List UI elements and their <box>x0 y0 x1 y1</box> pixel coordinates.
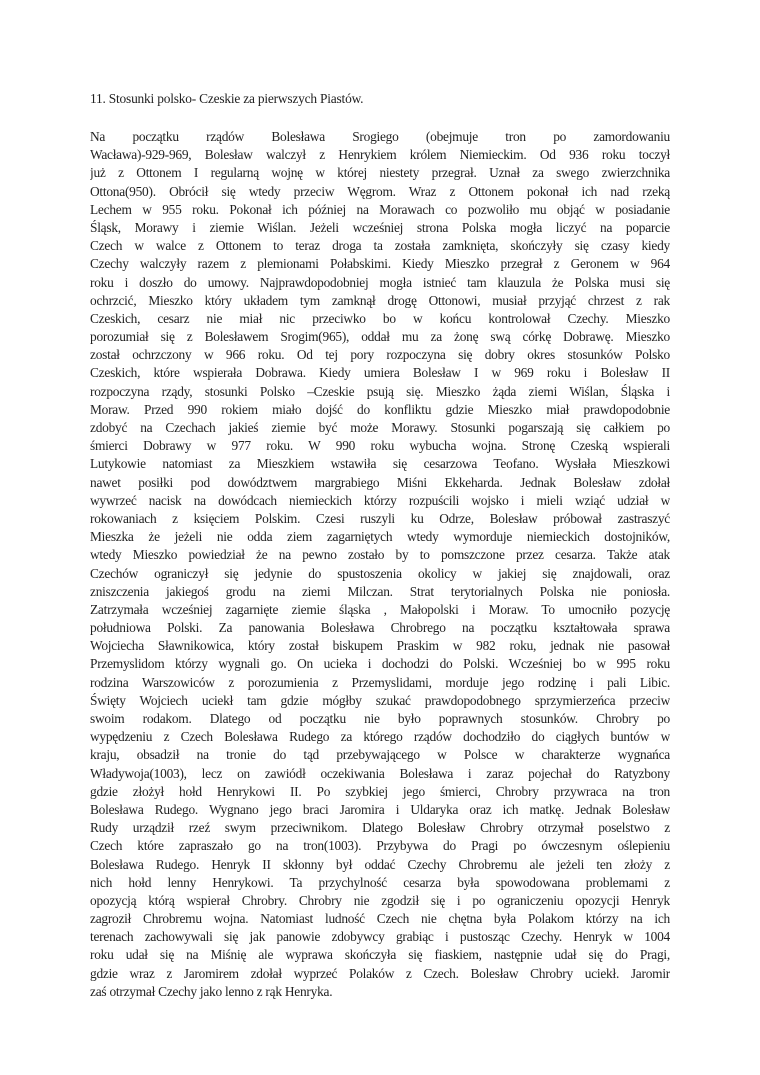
text-line: rodzina Warszowiców z porozumienia z Przemyslidami, morduje jego rodzinę i pali Libic. <box>90 674 670 690</box>
text-line: południowa Polski. Za panowania Bolesława Chrobrego na początku kształtowała sprawa <box>90 620 670 636</box>
text-line: Czeskich, które wspierała Dobrawa. Kiedy umiera Bolesław I w 969 roku i Bolesław II <box>90 365 670 381</box>
text-line: Zatrzymała wcześniej zagarnięte ziemie śląska , Małopolski i Moraw. To umocniło pozycję <box>90 601 670 617</box>
text-line: Święty Wojciech uciekł tam gdzie mógłby szukać prawdopodobnego sprzymierzeńca przeciw <box>90 692 670 708</box>
text-line: Wojciecha Sławnikowica, który został biskupem Praskim w 982 roku, jednak nie pasował <box>90 638 670 654</box>
text-line: wywrzeć nacisk na dowódcach niemieckich którzy rozpuścili wojsko i mieli wziąć udział w <box>90 492 670 508</box>
text-line: Przemyslidom którzy wygnali go. On ucieka i dochodzi do Polski. Wcześniej bo w 995 roku <box>90 656 670 672</box>
text-line: terenach zachowywali się jak panowie zdobywcy grabiąc i pustosząc Czechy. Henryk w 1004 <box>90 929 670 945</box>
text-line: Czeskich, cesarz nie miał nic przeciwko bo w końcu kontrolował Czechy. Mieszko <box>90 310 670 326</box>
text-line: śmierci Dobrawy w 977 roku. W 990 roku wybucha wojna. Stronę Czeską wspierali <box>90 438 670 454</box>
text-line: Czechy walczyły razem z plemionami Połabskimi. Kiedy Mieszko przegrał z Geronem w 964 <box>90 256 670 272</box>
text-line: Wacława)-929-969, Bolesław walczył z Henrykiem królem Niemieckim. Od 936 roku toczył <box>90 147 670 163</box>
text-line: gdzie wraz z Jaromirem zdołał wyprzeć Polaków z Czech. Bolesław Chrobry uciekł. Jaromir <box>90 965 670 981</box>
text-line: rokowaniach z księciem Polskim. Czesi ruszyli ku Odrze, Bolesław próbował zastraszyć <box>90 510 670 526</box>
text-line: zaś otrzymał Czechy jako lenno z rąk Henryka. <box>90 983 333 999</box>
text-line: wypędzeniu z Czech Bolesława Rudego za którego rządów dochodziło do ciągłych buntów w <box>90 729 670 745</box>
text-line: Lutykowie natomiast za Mieszkiem wstawiła się cesarzowa Teofano. Wysłała Mieszkowi <box>90 456 670 472</box>
text-line: został ochrzczony w 966 roku. Od tej pory rozpoczyna się dobry okres stosunków Polsko <box>90 347 670 363</box>
text-line: Czechów ograniczył się jedynie do spustoszenia okolicy w jakiej się znajdowali, oraz <box>90 565 670 581</box>
text-line: Śląsk, Morawy i ziemie Wiślan. Jeżeli wcześniej strona Polska mogła liczyć na poparcie <box>90 219 670 235</box>
text-line: już z Ottonem I regularną wojnę w której niestety przegrał. Uznał za swego zwierzchnika <box>90 165 670 181</box>
text-line: wtedy Mieszko powiedział że na pewno zostało by to pomszczone przez cesarza. Także atak <box>90 547 670 563</box>
text-line: kraju, obsadził na tronie do tąd przebywającego w Polsce w charakterze wygnańca <box>90 747 670 763</box>
text-line: roku i doszło do umowy. Najprawdopodobniej mogła istnieć tam klauzula że Polska musi się <box>90 274 670 290</box>
text-line: rozpoczyna rządy, stosunki Polsko –Czeskie psują się. Mieszko żąda ziemi Wiślan, Śląska i <box>90 383 670 399</box>
text-line: Na początku rządów Bolesława Srogiego (obejmuje tron po zamordowaniu <box>90 129 670 144</box>
text-line: nawet posiłki pod dowództwem margrabiego Miśni Ekkeharda. Jednak Bolesław zdołał <box>90 474 670 490</box>
text-line: Bolesława Rudego. Henryk II skłonny był oddać Czechy Chrobremu ale jeżeli ten złoży z <box>90 856 670 872</box>
text-line: roku udał się na Miśnię ale wyprawa skończyła się fiaskiem, następnie udał się do Pragi, <box>90 947 670 963</box>
text-line: ochrzcić, Mieszko który układem tym zamknął drogę Ottonowi, musiał przyjąć chrzest z rak <box>90 292 670 308</box>
text-line: nich hołd lenny Henrykowi. Ta przychylność cesarza była spowodowana problemami z <box>90 874 670 890</box>
text-line: opozycją którą wspierał Chrobry. Chrobry nie zgodził się i po ograniczeniu opozycji Henryk <box>90 892 670 908</box>
text-line: Rudy urządził rzeź swym przeciwnikom. Dlatego Bolesław Chrobry otrzymał poselstwo z <box>90 820 670 836</box>
text-line: Mieszka że jeżeli nie odda ziem zagarniętych wtedy wymorduje niemieckich dostojników, <box>90 529 670 545</box>
text-line: zagroził Chrobremu wojna. Natomiast ludność Czech nie chętna była Polakom którzy na ich <box>90 911 670 927</box>
text-line: gdzie złożył hołd Henrykowi II. Po szybkiej jego śmierci, Chrobry przywraca na tron <box>90 783 670 799</box>
text-line: porozumiał się z Bolesławem Srogim(965), oddał mu za żonę swą córkę Dobrawę. Mieszko <box>90 329 670 345</box>
text-line: Władywoja(1003), lecz on zawiódł oczekiwania Bolesława i zaraz pojechał do Ratyzbony <box>90 765 670 781</box>
text-line: Czech w walce z Ottonem to teraz droga ta została zamknięta, skończyły się czasy kiedy <box>90 238 670 254</box>
document-body <box>90 128 670 1001</box>
text-line: Bolesława Rudego. Wygnano jego braci Jaromira i Uldaryka oraz ich matkę. Jednak Bolesław <box>90 801 670 817</box>
text-line: Czech które zapraszało go na tron(1003). Przybywa do Pragi po ówczesnym oślepieniu <box>90 838 670 854</box>
text-line: zdobyć na Czechach jakieś ziemie być może Morawy. Stosunki pogarszają się całkiem po <box>90 420 670 435</box>
text-line: Moraw. Przed 990 rokiem miało dojść do konfliktu gdzie Mieszko miał prawdopodobnie <box>90 401 670 417</box>
text-line: zniszczenia jakiegoś grodu na ziemi Milczan. Strat terytorialnych Polska nie poniosła. <box>90 583 670 599</box>
text-line: Ottona(950). Obrócił się wtedy przeciw Węgrom. Wraz z Ottonem pokonał ich nad rzeką <box>90 183 670 199</box>
document-title: 11. Stosunki polsko- Czeskie za pierwszych Piastów. <box>90 91 364 106</box>
text-line: Lechem w 955 roku. Pokonał ich później na Morawach co pozwoliło mu objąć w posiadanie <box>90 201 670 217</box>
text-line: swoim rodakom. Dlatego od początku nie było poprawnych stosunków. Chrobry po <box>90 711 670 726</box>
